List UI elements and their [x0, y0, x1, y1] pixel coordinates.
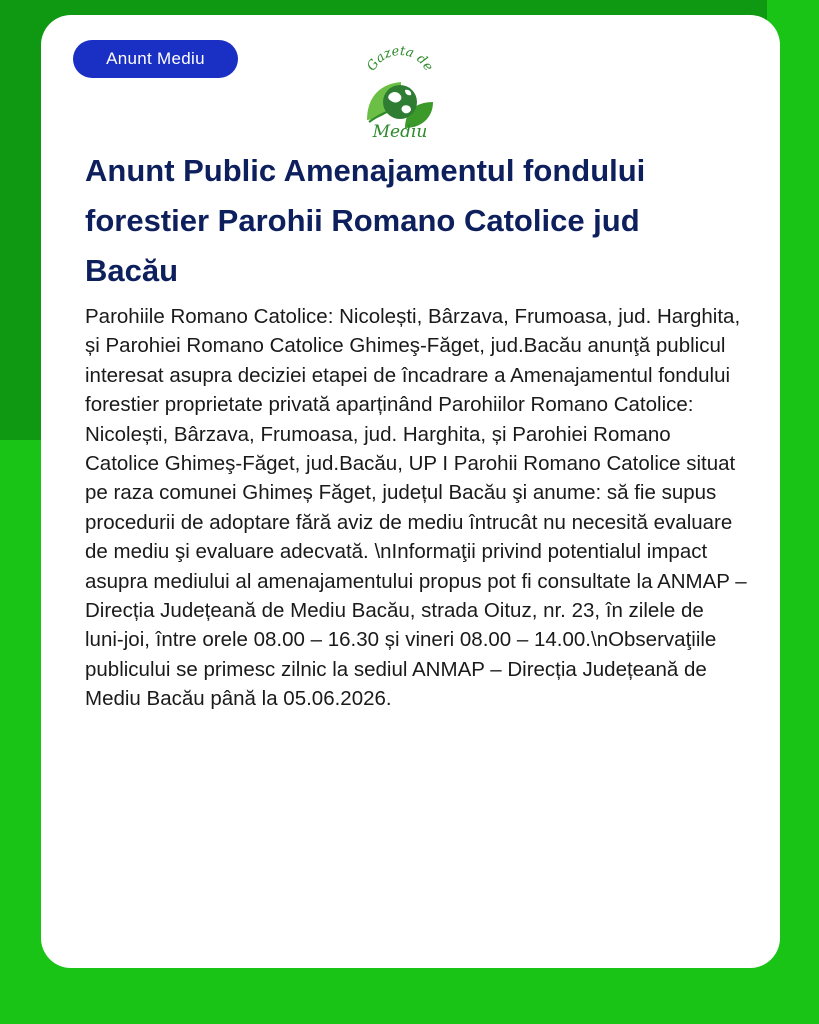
- logo-bottom-text: Mediu: [372, 122, 428, 142]
- announcement-card: [41, 15, 780, 968]
- category-badge[interactable]: Anunt Mediu: [73, 40, 238, 78]
- article-title: Anunt Public Amenajamentul fondului forestier Parohii Romano Catolice jud Bacău: [85, 153, 646, 288]
- svg-text:Gazeta de: [364, 44, 436, 74]
- article-body: Parohiile Romano Catolice: Nicolești, Bârzava, Frumoasa, jud. Harghita, și Parohiei Romano Catolice Ghimeş-Făget, jud.Bacău anunţă publicul interesat asupra deciziei etapei de încadrare a Amenajamentul fondului forestier proprietate privată aparținând Parohiilor Romano Catolice: Nicolești, Bârzava, Frumoasa, jud. Harghita, și Parohiei Romano Catolice Ghimeş-Făget, jud.Bacău, UP I Parohii Romano Catolice situat pe raza comunei Ghimeș Făget, județul Bacău şi anume: să fie supus procedurii de adoptare fără aviz de mediu întrucât nu necesită evaluare de mediu şi evaluare adecvată. \nInformaţii privind potentialul impact asupra mediului al amenajamentului propus pot fi consultate la ANMAP – Direcția Județeană de Mediu Bacău, strada Oituz, nr. 23, în zilele de luni-joi, între orele 08.00 – 16.30 și vineri 08.00 – 14.00.\nObservaţiile publicului se primesc zilnic la sediul ANMAP – Direcția Județeană de Mediu Bacău până la 05.06.2026.: [85, 305, 747, 711]
- gazeta-de-mediu-logo[interactable]: [359, 40, 441, 145]
- logo-top-text: Gazeta de: [364, 43, 436, 74]
